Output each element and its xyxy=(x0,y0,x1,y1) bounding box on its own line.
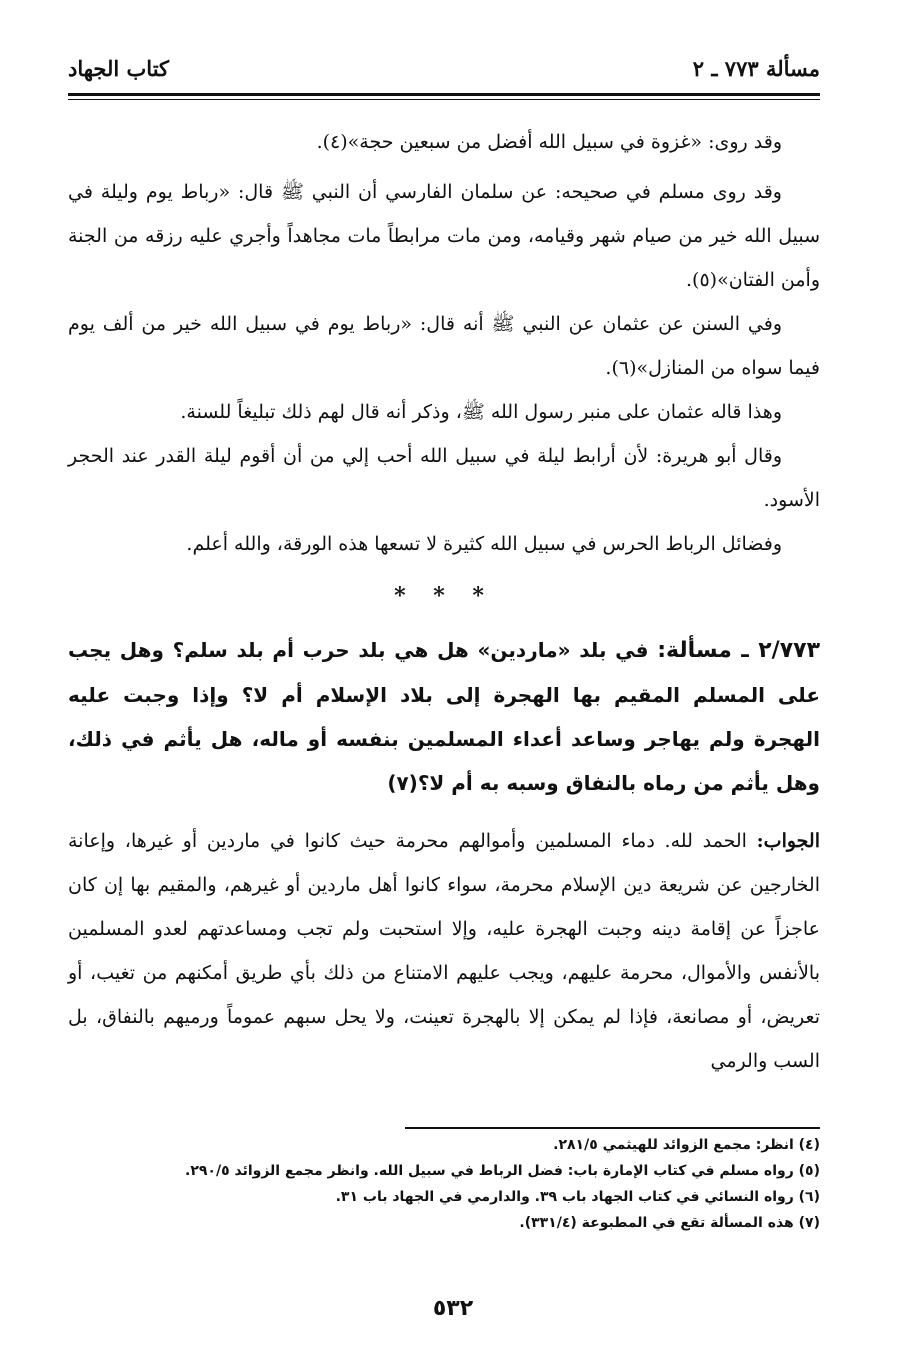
paragraph: وقد روى مسلم في صحيحه: عن سلمان الفارسي أن النبي ﷺ قال: «رباط يوم وليلة في سبيل الله خير من صيام شهر وقيامه، ومن مات مرابطاً مات مجاهداً وأجري عليه رزقه من الجنة وأمن الفتان»(٥). xyxy=(68,181,820,291)
footnote: (٥) رواه مسلم في كتاب الإمارة باب: فضل الرباط في سبيل الله. وانظر مجمع الزوائد ٢٩٠/٥. xyxy=(185,1163,820,1179)
paragraph: وقد روى: «غزوة في سبيل الله أفضل من سبعين حجة»(٤). xyxy=(316,131,782,153)
paragraph: وقال أبو هريرة: لأن أرابط ليلة في سبيل الله أحب إلي من أن أقوم ليلة القدر عند الحجر الأسود. xyxy=(68,445,820,511)
footnote: (٤) انظر: مجمع الزوائد للهيثمي ٢٨١/٥. xyxy=(553,1137,820,1153)
paragraph: وهذا قاله عثمان على منبر رسول الله ﷺ، وذكر أنه قال لهم ذلك تبليغاً للسنة. xyxy=(180,401,782,423)
paragraph: وفضائل الرباط الحرس في سبيل الله كثيرة لا تسعها هذه الورقة، والله أعلم. xyxy=(186,533,782,555)
footnote-rule xyxy=(405,1127,820,1129)
footnote: (٧) هذه المسألة تقع في المطبوعة (٣٣١/٤). xyxy=(519,1215,820,1231)
paragraph: وفي السنن عن عثمان عن النبي ﷺ أنه قال: «رباط يوم في سبيل الله خير من ألف يوم فيما سواه من المنازل»(٦). xyxy=(68,313,820,379)
answer-text: الحمد لله. دماء المسلمين وأموالهم محرمة حيث كانوا في ماردين أو غيرها، وإعانة الخارجين عن شريعة دين الإسلام محرمة، سواء كانوا أهل ماردين أو غيرهم، والمقيم بها إن كان عاجزاً عن إقامة دينه وجبت الهجرة عليه، وإلا استحبت ولم تجب ومساعدتهم لعدو المسلمين بالأنفس والأموال، محرمة عليهم، ويجب عليهم الامتناع من ذلك بأي طريق أمكنهم من تغيب، أو تعريض، أو مصانعة، فإذا لم يمكن إلا بالهجرة تعينت، ولا يحل سبهم عموماً ورميهم بالنفاق، بل السب والرمي xyxy=(68,830,820,1072)
running-header xyxy=(68,52,820,92)
footnotes xyxy=(68,1132,820,1236)
footnote: (٦) رواه النسائي في كتاب الجهاد باب ٣٩. والدارمي في الجهاد باب ٣١. xyxy=(335,1189,820,1205)
header-rule-thick xyxy=(68,93,820,96)
answer-label: الجواب: xyxy=(756,830,820,852)
main-text xyxy=(68,120,820,1083)
issue-question-text: في بلد «ماردين» هل هي بلد حرب أم بلد سلم؟ وهل يجب على المسلم المقيم بها الهجرة إلى بلاد الإسلام أم لا؟ وإذا وجبت عليه الهجرة ولم يهاجر وساعد أعداء المسلمين بنفسه أو ماله، هل يأثم في ذلك، وهل يأثم من رماه بالنفاق وسبه به أم لا؟(٧) xyxy=(68,638,820,795)
header-rule-thin xyxy=(68,99,820,100)
section-separator: * * * xyxy=(394,583,494,609)
issue-question xyxy=(68,628,820,805)
issue-number: ٢/٧٧٣ ـ مسألة: xyxy=(657,638,820,663)
header-issue-number: مسألة ٧٧٣ ـ ٢ xyxy=(692,56,820,81)
page-number: ٥٣٢ xyxy=(432,1296,474,1321)
answer xyxy=(68,819,820,1083)
header-book-title: كتاب الجهاد xyxy=(68,56,170,81)
